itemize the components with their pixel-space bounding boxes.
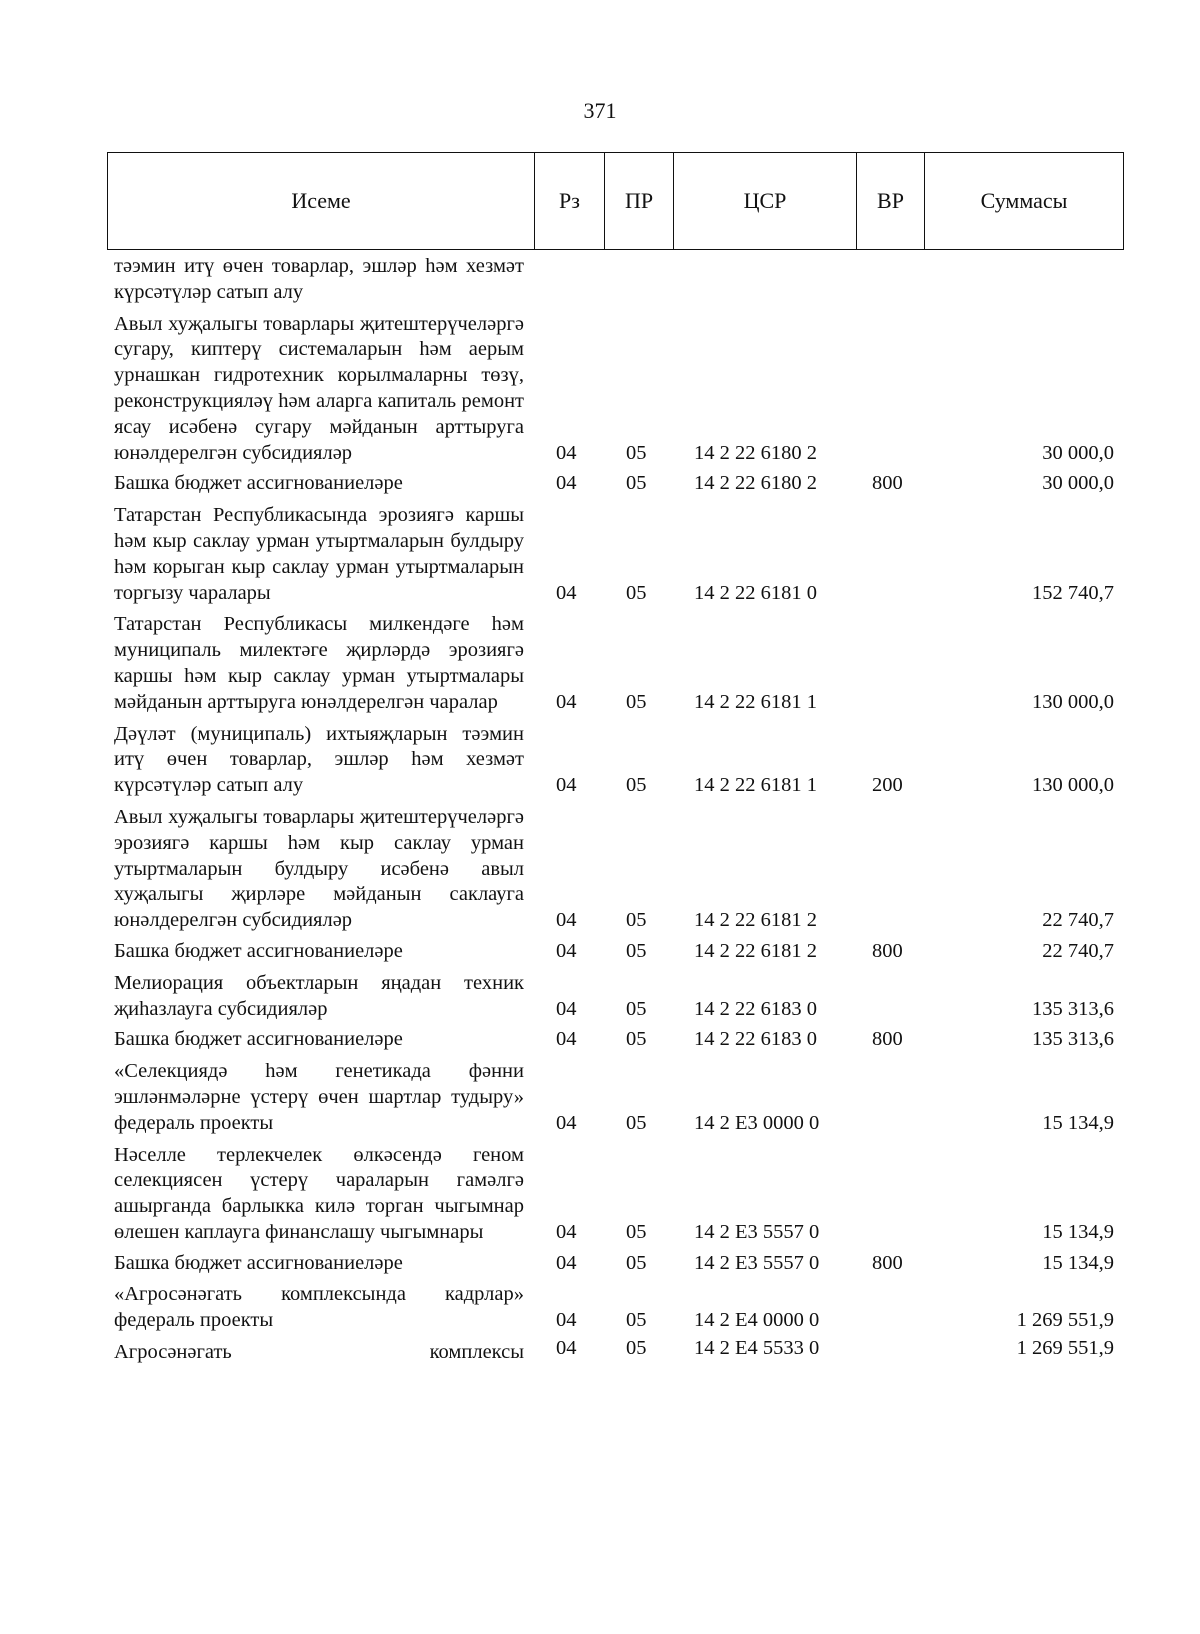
row-sum: 15 134,9 xyxy=(1042,1111,1114,1134)
table-row xyxy=(0,1027,1200,1053)
row-csr: 14 2 Е4 5533 0 xyxy=(694,1337,820,1360)
row-csr: 14 2 Е3 5557 0 xyxy=(694,1220,820,1243)
row-sum: 22 740,7 xyxy=(1042,939,1114,962)
row-name: Авыл хуҗалыгы товарлары җитештерүчеләргә эрозиягә каршы һәм кыр саклау урман утыртмаларын булдыру исәбенә авыл хуҗалыгы җирләре мәйданын саклауга юнәлдерелгән субсидияләр xyxy=(114,805,524,932)
header-sum: Суммасы xyxy=(980,188,1068,213)
row-csr: 14 2 22 6181 0 xyxy=(694,581,817,604)
table-row xyxy=(0,1059,1200,1136)
table-body xyxy=(0,254,1200,1366)
row-rz: 04 xyxy=(556,1309,577,1332)
row-pr: 05 xyxy=(626,690,647,713)
row-rz: 04 xyxy=(556,1111,577,1134)
row-sum: 30 000,0 xyxy=(1042,472,1114,495)
row-name: Башка бюджет ассигнованиеләре xyxy=(114,1028,403,1051)
row-pr: 05 xyxy=(626,1028,647,1051)
header-vr: ВР xyxy=(857,153,925,249)
row-pr: 05 xyxy=(626,1251,647,1274)
table-row xyxy=(0,471,1200,497)
table-row xyxy=(0,1251,1200,1277)
row-name: тәэмин итү өчен товарлар, эшләр һәм хезмәт күрсәтүләр сатып алу xyxy=(114,255,524,303)
row-rz: 04 xyxy=(556,774,577,797)
row-vr: 800 xyxy=(872,472,903,495)
row-csr: 14 2 22 6183 0 xyxy=(694,1028,817,1051)
row-csr: 14 2 Е3 0000 0 xyxy=(694,1111,820,1134)
row-pr: 05 xyxy=(626,1111,647,1134)
table-row xyxy=(0,503,1200,606)
header-pr: ПР xyxy=(605,153,674,249)
row-csr: 14 2 22 6181 1 xyxy=(694,774,817,797)
row-pr: 05 xyxy=(626,909,647,932)
row-sum: 15 134,9 xyxy=(1042,1251,1114,1274)
row-rz: 04 xyxy=(556,1220,577,1243)
row-rz: 04 xyxy=(556,441,577,464)
row-rz: 04 xyxy=(556,1337,577,1360)
row-sum: 135 313,6 xyxy=(1032,1028,1114,1051)
row-vr: 200 xyxy=(872,774,903,797)
row-name: Башка бюджет ассигнованиеләре xyxy=(114,472,403,495)
row-name: Башка бюджет ассигнованиеләре xyxy=(114,1251,403,1274)
header-name: Исеме xyxy=(108,153,535,249)
row-name: Авыл хуҗалыгы товарлары җитештерүчеләргә сугару, киптерү системаларын һәм аерым урнашкан гидротехник корылмаларны төзү, реконструкцияләү һәм аларга капиталь ремонт ясау исәбенә сугару мәйданын арттыруга юнәлдерелгән субсидияләр xyxy=(114,312,524,464)
row-csr: 14 2 22 6180 2 xyxy=(694,472,817,495)
table-row xyxy=(0,312,1200,467)
row-pr: 05 xyxy=(626,472,647,495)
row-name: Татарстан Республикасы милкендәге һәм муниципаль милектәге җирләрдә эрозиягә каршы һәм кыр саклау урман утыртмалары мәйданын арттыруга юнәлдерелгән чаралар xyxy=(114,613,524,713)
row-rz: 04 xyxy=(556,909,577,932)
row-vr: 800 xyxy=(872,1251,903,1274)
row-pr: 05 xyxy=(626,581,647,604)
row-vr: 800 xyxy=(872,939,903,962)
row-name: «Селекциядә һәм генетикада фәнни эшләнмәләрне үстерү өчен шартлар тудыру» федераль проекты xyxy=(114,1060,524,1134)
row-sum: 22 740,7 xyxy=(1042,909,1114,932)
table-row xyxy=(0,971,1200,1023)
row-name: Татарстан Республикасында эрозиягә каршы һәм кыр саклау урман утыртмаларын булдыру һәм корыган кыр саклау урман утыртмаларын торгызу чаралары xyxy=(114,504,524,604)
row-sum: 1 269 551,9 xyxy=(1016,1337,1114,1360)
row-csr: 14 2 22 6183 0 xyxy=(694,997,817,1020)
header-csr: ЦСР xyxy=(674,153,857,249)
row-pr: 05 xyxy=(626,1309,647,1332)
table-row xyxy=(0,254,1200,306)
row-rz: 04 xyxy=(556,690,577,713)
table-row xyxy=(0,612,1200,715)
row-name: Дәүләт (муниципаль) ихтыяҗларын тәэмин итү өчен товарлар, эшләр һәм хезмәт күрсәтүләр сатып алу xyxy=(114,722,524,797)
table-header xyxy=(107,152,1124,250)
row-rz: 04 xyxy=(556,581,577,604)
row-csr: 14 2 22 6181 2 xyxy=(694,909,817,932)
row-name: Нәселле терлекчелек өлкәсендә геном селекциясен үстерү чараларын гамәлгә ашырганда барлыкка килә торган чыгымнар өлешен каплауга финанслашу чыгымнары xyxy=(114,1143,524,1243)
table-row xyxy=(0,722,1200,799)
row-pr: 05 xyxy=(626,441,647,464)
header-rz: Рз xyxy=(535,153,605,249)
row-name: «Агросәнәгать комплексында кадрлар» федераль проекты xyxy=(114,1283,524,1332)
page-number: 371 xyxy=(583,98,617,123)
row-rz: 04 xyxy=(556,472,577,495)
row-pr: 05 xyxy=(626,1220,647,1243)
row-name: Башка бюджет ассигнованиеләре xyxy=(114,939,403,962)
row-sum: 1 269 551,9 xyxy=(1016,1309,1114,1332)
row-csr: 14 2 22 6181 2 xyxy=(694,939,817,962)
row-rz: 04 xyxy=(556,939,577,962)
table-row xyxy=(0,805,1200,934)
row-name: Агросәнәгать комплексы xyxy=(114,1341,524,1364)
row-pr: 05 xyxy=(626,1337,647,1360)
row-sum: 135 313,6 xyxy=(1032,997,1114,1020)
row-csr: 14 2 22 6181 1 xyxy=(694,690,817,713)
row-pr: 05 xyxy=(626,774,647,797)
row-sum: 30 000,0 xyxy=(1042,441,1114,464)
table-row xyxy=(0,1143,1200,1246)
row-sum: 15 134,9 xyxy=(1042,1220,1114,1243)
row-name: Мелиорация объектларын яңадан техник җиһазлауга субсидияләр xyxy=(114,971,524,1020)
row-sum: 130 000,0 xyxy=(1032,690,1114,713)
row-sum: 130 000,0 xyxy=(1032,774,1114,797)
table-row xyxy=(0,939,1200,965)
row-csr: 14 2 22 6180 2 xyxy=(694,441,817,464)
row-rz: 04 xyxy=(556,1251,577,1274)
table-row xyxy=(0,1282,1200,1334)
row-vr: 800 xyxy=(872,1028,903,1051)
row-sum: 152 740,7 xyxy=(1032,581,1114,604)
row-csr: 14 2 Е4 0000 0 xyxy=(694,1309,820,1332)
row-csr: 14 2 Е3 5557 0 xyxy=(694,1251,820,1274)
row-rz: 04 xyxy=(556,997,577,1020)
table-row xyxy=(0,1337,1200,1366)
row-pr: 05 xyxy=(626,939,647,962)
row-rz: 04 xyxy=(556,1028,577,1051)
row-pr: 05 xyxy=(626,997,647,1020)
